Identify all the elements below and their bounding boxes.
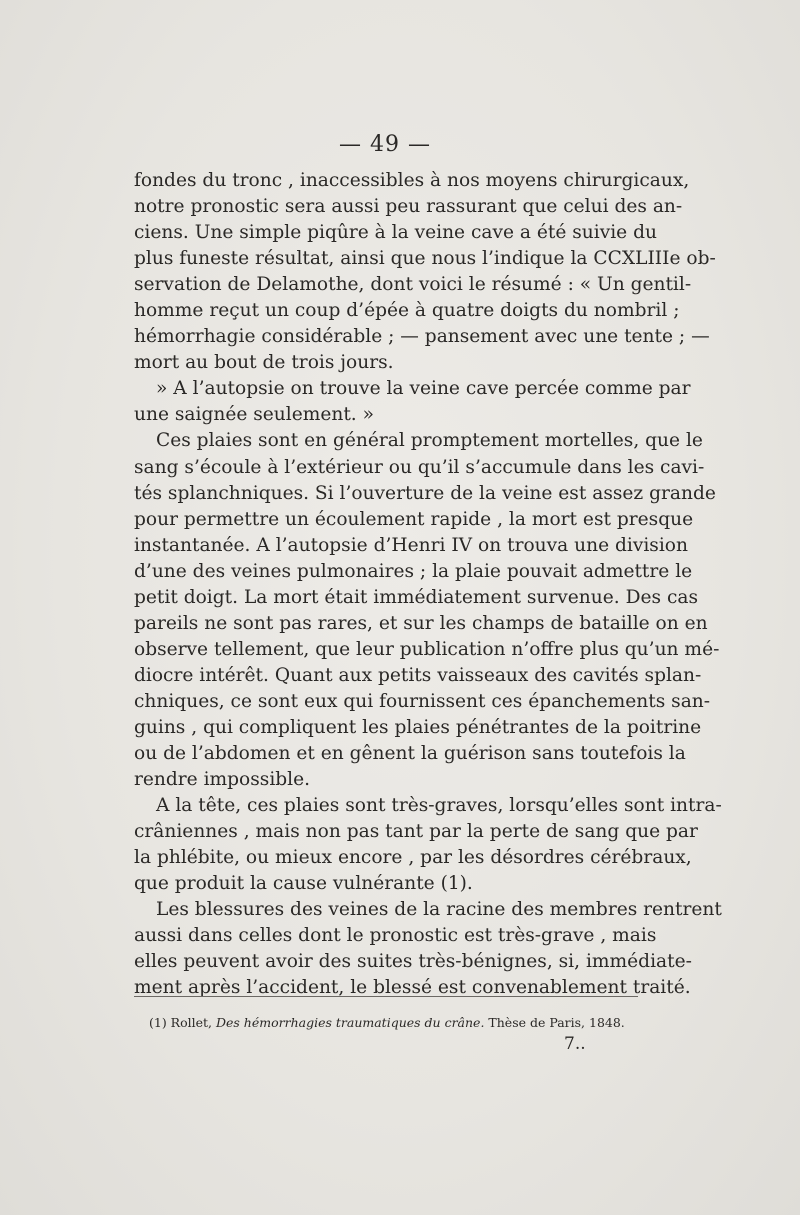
body-text <box>134 168 722 1002</box>
text-line: ciens. Une simple piqûre à la veine cave a été suivie du <box>134 222 657 244</box>
text-line: servation de Delamothe, dont voici le résumé : « Un gentil- <box>134 274 692 296</box>
text-line: d’une des veines pulmonaires ; la plaie pouvait admettre le <box>134 560 693 582</box>
text-line: aussi dans celles dont le pronostic est très-grave , mais <box>134 925 657 947</box>
text-line: elles peuvent avoir des suites très-bénignes, si, immédiate- <box>134 951 692 973</box>
text-line: sang s’écoule à l’extérieur ou qu’il s’accumule dans les cavi- <box>134 456 705 478</box>
text-line: la phlébite, ou mieux encore , par les désordres cérébraux, <box>134 847 692 869</box>
text-line: que produit la cause vulnérante (1). <box>134 873 473 895</box>
text-line: tés splanchniques. Si l’ouverture de la veine est assez grande <box>134 482 716 504</box>
footnote-rest: Thèse de Paris, 1848. <box>488 1015 625 1030</box>
text-line: chniques, ce sont eux qui fournissent ces épanchements san- <box>134 690 711 712</box>
text-line: A la tête, ces plaies sont très-graves, lorsqu’elles sont intra- <box>156 795 722 817</box>
footnote-divider <box>134 996 638 997</box>
text-line: ou de l’abdomen et en gênent la guérison sans toutefois la <box>134 743 686 765</box>
text-line: fondes du tronc , inaccessibles à nos moyens chirurgicaux, <box>134 170 690 191</box>
text-line: mort au bout de trois jours. <box>134 352 394 374</box>
text-line: hémorrhagie considérable ; — pansement avec une tente ; — <box>134 326 710 348</box>
text-line: Les blessures des veines de la racine des membres rentrent <box>156 899 722 921</box>
footnote-title: Des hémorrhagies traumatiques du crâne. <box>216 1015 485 1030</box>
text-line: observe tellement, que leur publication n’offre plus qu’un mé- <box>134 638 720 660</box>
text-line: notre pronostic sera aussi peu rassurant que celui des an- <box>134 196 683 218</box>
text-line: pareils ne sont pas rares, et sur les champs de bataille on en <box>134 612 708 634</box>
text-line: plus funeste résultat, ainsi que nous l’indique la CCXLIIIe ob- <box>134 248 716 270</box>
text-line: crâniennes , mais non pas tant par la perte de sang que par <box>134 821 698 843</box>
text-line: Ces plaies sont en général promptement mortelles, que le <box>156 430 703 452</box>
text-line: pour permettre un écoulement rapide , la mort est presque <box>134 508 694 530</box>
text-line: rendre impossible. <box>134 769 311 791</box>
text-line: ment après l’accident, le blessé est convenablement traité. <box>134 977 691 999</box>
text-line: petit doigt. La mort était immédiatement survenue. Des cas <box>134 586 698 608</box>
text-line: » A l’autopsie on trouve la veine cave percée comme par <box>156 378 691 400</box>
text-line: diocre intérêt. Quant aux petits vaisseaux des cavités splan- <box>134 664 702 686</box>
page-number: — 49 — <box>339 132 431 157</box>
text-line: instantanée. A l’autopsie d’Henri IV on trouva une division <box>134 534 688 556</box>
text-line: guins , qui compliquent les plaies pénétrantes de la poitrine <box>134 716 702 738</box>
text-line: une saignée seulement. » <box>134 404 374 426</box>
footnote-marker: (1) Rollet, <box>149 1015 213 1030</box>
text-line: homme reçut un coup d’épée à quatre doigts du nombril ; <box>134 300 680 322</box>
footnote <box>149 1015 625 1030</box>
signature-mark: 7.. <box>564 1034 586 1054</box>
